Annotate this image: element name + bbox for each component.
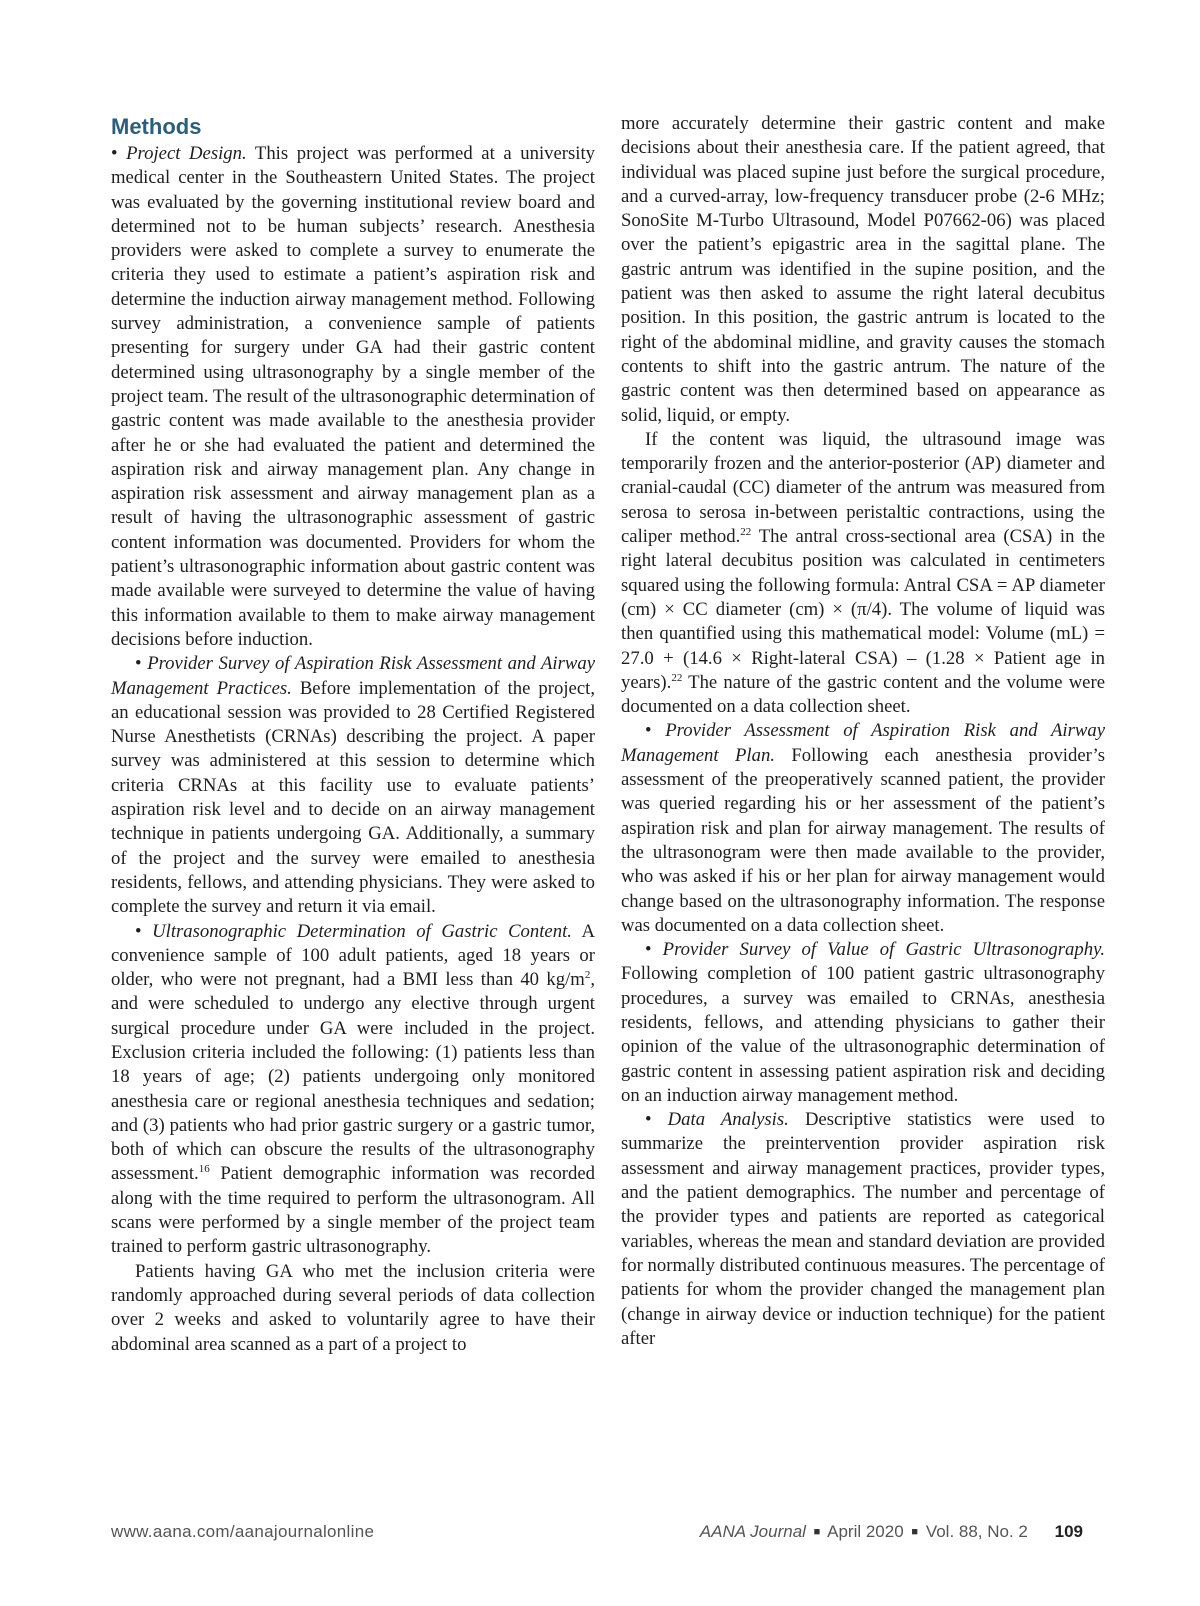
separator-square: ■ xyxy=(911,1526,919,1538)
citation-superscript: 16 xyxy=(198,1163,210,1176)
paragraph-project-design xyxy=(111,142,595,652)
subheading-value-survey: Provider Survey of Value of Gastric Ultrasonography. xyxy=(662,939,1106,961)
right-column xyxy=(621,112,1105,1351)
paragraph-text: Patients having GA who met the inclusion criteria were randomly approached during several periods of data collection over 2 weeks and asked to voluntarily agree to have their abdominal area scanned as a part of a project to xyxy=(111,1260,595,1355)
superscript: 2 xyxy=(584,969,591,982)
paragraph-data-analysis xyxy=(621,1108,1105,1351)
subheading-provider-survey: Provider Survey of Aspiration Risk Assessment and Airway Management Practices. xyxy=(111,653,595,699)
paragraph-text: The nature of the gastric content and the volume were documented on a data collection sheet. xyxy=(621,671,1105,718)
volume-number: Vol. 88, No. 2 xyxy=(925,1522,1028,1541)
paragraph-text: This project was performed at a university medical center in the Southeastern United States. The project was evaluated by the governing institutional review board and determined not to be human subjects’ research. Anesthesia providers were asked to complete a survey to enumerate the criteria they used to estimate a patient’s aspiration risk and determine the induction airway management method. Following survey administration, a convenience sample of patients presenting for surgery under GA had their gastric content determined using ultrasonography by a single member of the project team. The result of the ultrasonographic determination of gastric content was made available to the anesthesia provider after he or she had evaluated the patient and determined the aspiration risk and airway management plan. Any change in aspiration risk assessment and airway management plan as a result of having the ultrasonographic assessment of gastric content information was documented. Providers for whom the patient’s ultrasonographic information about gastric content was made available were surveyed to determine the value of having this information available to them to make airway management decisions before induction. xyxy=(111,143,595,650)
paragraph-text: Following completion of 100 patient gastric ultrasonography procedures, a survey was emailed to CRNAs, anesthesia residents, fellows, and attending physicians to gather their opinion of the value of the ultrasonographic determination of gastric content in assessing patient aspiration risk and deciding on an induction airway management method. xyxy=(621,963,1105,1106)
paragraph-text: If the content was liquid, the ultrasound image was temporarily frozen and the anterior-posterior (AP) diameter and cranial-caudal (CC) diameter of the antrum was measured from serosa to serosa in-between peristaltic contractions, using the caliper method. xyxy=(621,428,1105,548)
bullet: • xyxy=(645,939,663,961)
paragraph-provider-assessment xyxy=(621,719,1105,938)
paragraph-text: Following each anesthesia provider’s assessment of the preoperatively scanned patient, the provider was queried regarding his or her assessment of the patient’s aspiration risk and plan for airway management. The results of the ultrasonogram were then made available to the provider, who was asked if his or her plan for airway management would change based on the ultrasonography information. The response was documented on a data collection sheet. xyxy=(621,744,1106,936)
paragraph-provider-survey xyxy=(111,652,595,919)
section-heading: Methods xyxy=(111,114,202,139)
left-column xyxy=(111,112,595,1357)
bullet: • xyxy=(135,653,148,675)
bullet: • xyxy=(645,720,666,742)
paragraph-text: A convenience sample of 100 adult patients, aged 18 years or older, who were not pregnant, had a BMI less than 40 kg/m xyxy=(111,920,596,991)
subheading-data-analysis: Data Analysis. xyxy=(667,1109,789,1131)
footer-citation xyxy=(700,1522,1083,1542)
bullet: • xyxy=(111,143,127,164)
paragraph-text: Before implementation of the project, an educational session was provided to 28 Certified Registered Nurse Anesthetists (CRNAs) describing the project. A paper survey was administered at this session to determine which criteria CRNAs at this facility use to evaluate patients’ aspiration risk level and to decide on an airway management technique in patients undergoing GA. Additionally, a summary of the project and the survey were emailed to anesthesia residents, fellows, and attending physicians. They were asked to complete the survey and return it via email. xyxy=(111,677,595,918)
citation-superscript: 22 xyxy=(740,526,752,539)
issue-date: April 2020 xyxy=(827,1522,904,1541)
subheading-project-design: Project Design. xyxy=(126,143,247,164)
citation-superscript: 22 xyxy=(671,671,683,684)
bullet: • xyxy=(645,1109,668,1131)
subheading-ultrasonographic-determination: Ultrasonographic Determination of Gastric Content. xyxy=(152,920,572,942)
paragraph-text: more accurately determine their gastric content and make decisions about their anesthesia care. If the patient agreed, that individual was placed supine just before the surgical procedure, and a curved-array, low-frequency transducer probe (2-6 MHz; SonoSite M-Turbo Ultrasound, Model P07662-06) was placed over the patient’s epigastric area in the sagittal plane. The gastric antrum was identified in the supine position, and the patient was then asked to assume the right lateral decubitus position. In this position, the gastric antrum is located to the right of the abdominal midline, and gravity causes the stomach contents to shift into the gastric antrum. The nature of the gastric content was then determined based on appearance as solid, liquid, or empty. xyxy=(621,113,1105,426)
paragraph-patients-ga xyxy=(111,1260,595,1357)
page-number: 109 xyxy=(1054,1522,1083,1541)
paragraph-text: Patient demographic information was recorded along with the time required to perform the ultrasonogram. All scans were performed by a single member of the project team trained to perform gastric ultrasonography. xyxy=(111,1163,595,1258)
subheading-provider-assessment: Provider Assessment of Aspiration Risk and Airway Management Plan. xyxy=(621,720,1106,766)
paragraph-continuation xyxy=(621,112,1105,428)
paragraph-text: Descriptive statistics were used to summarize the preintervention provider aspiration risk assessment and airway management practices, provider types, and the patient demographics. The number and percentage of the provider types and patients are reported as categorical variables, whereas the mean and standard deviation are provided for normally distributed continuous measures. The percentage of patients for whom the provider changed the management plan (change in airway device or induction technique) for the patient after xyxy=(621,1109,1105,1349)
footer-url[interactable]: www.aana.com/aanajournalonline xyxy=(111,1522,375,1541)
separator-square: ■ xyxy=(813,1526,821,1538)
bullet: • xyxy=(135,920,153,942)
paragraph-liquid-content xyxy=(621,428,1105,720)
paragraph-value-survey xyxy=(621,938,1105,1108)
paragraph-ultrasonographic-determination xyxy=(111,920,595,1260)
journal-name: AANA Journal xyxy=(699,1522,806,1541)
paragraph-text: The antral cross-sectional area (CSA) in the right lateral decubitus position was calculated in centimeters squared using the following formula: Antral CSA = AP diameter (cm) × CC diameter (cm) × (π/4). The volume of liquid was then quantified using this mathematical model: Volume (mL) = 27.0 + (14.6 × Right-lateral CSA) – (1.28 × Patient age in years). xyxy=(621,526,1105,693)
paragraph-text: , and were scheduled to undergo any elective through urgent surgical procedure under GA were included in the project. Exclusion criteria included the following: (1) patients less than 18 years of age; (2) patients undergoing only monitored anesthesia care or regional anesthesia techniques and sedation; and (3) patients who had prior gastric surgery or a gastric tumor, both of which can obscure the results of the ultrasonography assessment. xyxy=(111,969,595,1185)
